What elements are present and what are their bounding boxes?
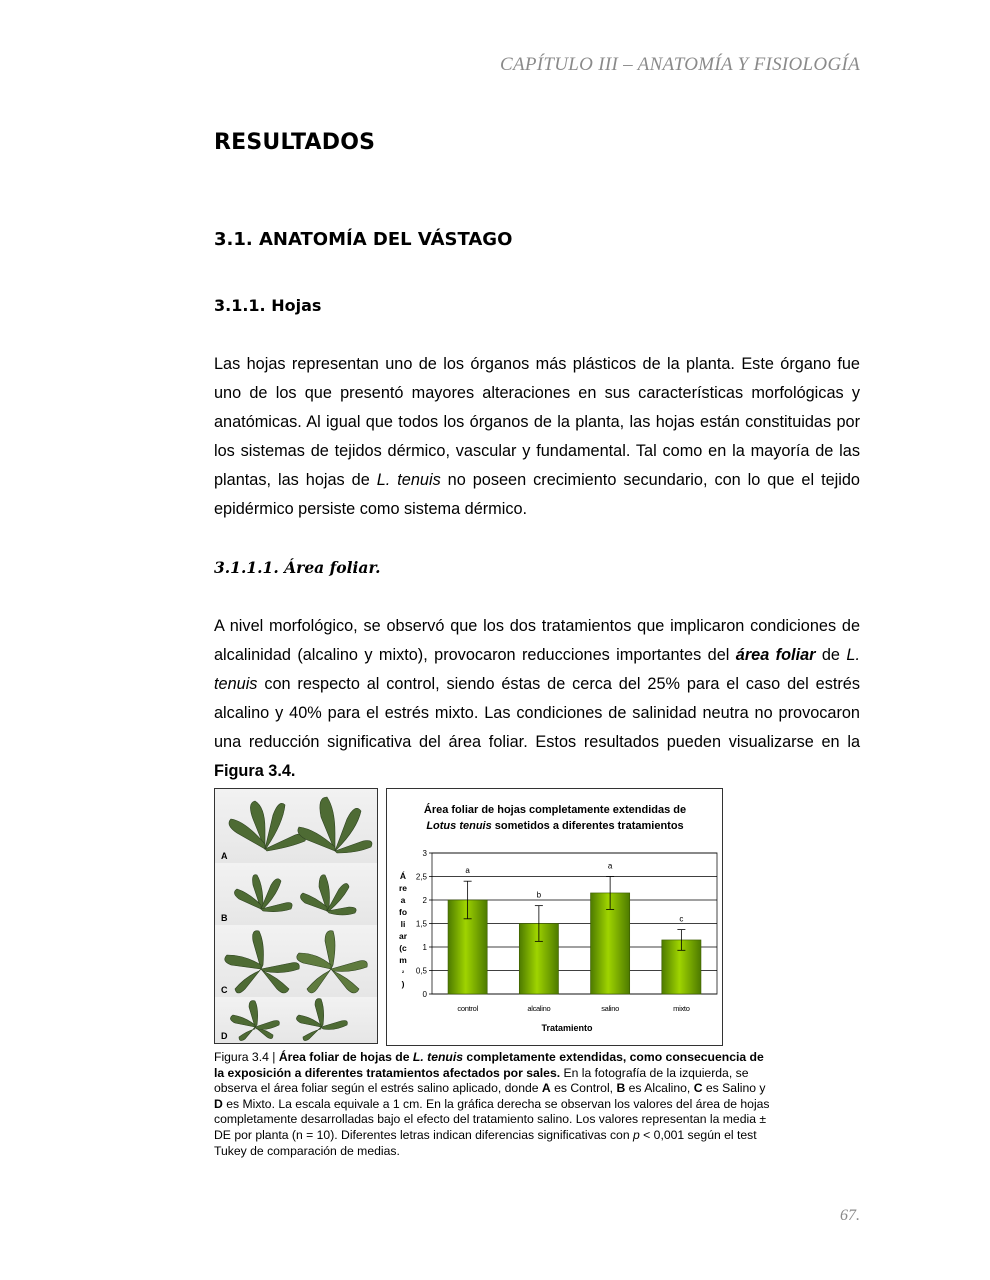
y-axis-label-char: ² [402, 971, 404, 977]
section-heading: 3.1. ANATOMÍA DEL VÁSTAGO [214, 229, 513, 250]
photo-panel-label: B [221, 913, 228, 923]
x-axis-label: Tratamiento [541, 1023, 593, 1033]
leaf-cluster-image [215, 789, 377, 863]
y-axis-label-char: (c [399, 943, 407, 953]
photo-panel-label: D [221, 1031, 228, 1041]
y-tick-label: 2,5 [415, 872, 427, 882]
chart-title-line1: Área foliar de hojas completamente extendidas de [423, 804, 687, 816]
y-axis-label-char: m [399, 955, 407, 965]
photo-panel-label: C [221, 985, 228, 995]
y-axis-label-char: ) [401, 979, 405, 989]
significance-letter: a [465, 866, 470, 876]
plot-area [399, 849, 717, 1013]
significance-letter: c [679, 914, 684, 924]
y-tick-label: 3 [422, 849, 427, 858]
paragraph-leaf-area: A nivel morfológico, se observó que los dos tratamientos que implicaron condiciones de alcalinidad (alcalino y mixto), provocaron reducciones importantes del área foliar de L. tenuis con respecto al control, siendo éstas de cerca del 25% para el caso del estrés alcalino y 40% para el estrés mixto. Las condiciones de salinidad neutra no provocaron una reducción significativa del área foliar. Estos resultados pueden visualizarse en la Figura 3.4. [214, 617, 860, 780]
leaf-area-chart [386, 788, 723, 1046]
bar-chart-svg [387, 789, 722, 1045]
photo-panel-label: A [221, 851, 228, 861]
leaf-cluster-image [215, 925, 377, 997]
y-axis-label-char: a [400, 895, 406, 905]
leaf-cluster-image [215, 997, 377, 1043]
chart-title-line2: Lotus tenuis sometidos a diferentes tratamientos [426, 820, 684, 832]
running-head: CAPÍTULO III – ANATOMÍA Y FISIOLOGÍA [499, 54, 860, 75]
x-tick-label: mixto [673, 1004, 690, 1013]
y-tick-label: 0,5 [415, 966, 427, 976]
photo-panel-b [215, 863, 377, 926]
x-tick-label: salino [601, 1004, 620, 1013]
y-axis-label-char: fo [398, 907, 408, 917]
subsection-heading: 3.1.1. Hojas [214, 296, 322, 315]
y-tick-label: 2 [422, 896, 427, 905]
page-heading: RESULTADOS [214, 130, 376, 155]
leaf-cluster-image [215, 863, 377, 925]
y-axis-label-char: re [398, 883, 408, 893]
figure-reference: Figura 3.4. [214, 762, 296, 780]
y-axis-label-char: Á [399, 871, 407, 881]
x-tick-label: alcalino [527, 1004, 551, 1013]
species-name: L. tenuis [214, 646, 860, 693]
figure-caption: Figura 3.4 | Área foliar de hojas de L. tenuis completamente extendidas, como consecuencia de la exposición a diferentes tratamientos afectados por sales. En la fotografía de la izquierda, se observa el área foliar según el estrés salino aplicado, donde A es Control, B es Alcalino, C es Salino y D es Mixto. La escala equivale a 1 cm. En la gráfica derecha se observan los valores del área de hojas completamente desarrolladas bajo el efecto del tratamiento salino. Los valores representan la media ± DE por planta (n = 10). Diferentes letras indican diferencias significativas con p < 0,001 según el test Tukey de comparación de medias. [214, 1050, 770, 1158]
y-tick-label: 1 [422, 943, 427, 952]
y-axis-label-char: li [400, 919, 406, 929]
page-number: 67. [840, 1207, 860, 1224]
significance-letter: b [536, 890, 542, 900]
photo-panel-a [215, 789, 377, 864]
x-tick-label: control [457, 1004, 478, 1013]
y-tick-label: 1,5 [415, 919, 427, 929]
species-name: L. tenuis [376, 471, 441, 489]
leaf-photo-figure [214, 788, 378, 1044]
y-axis-label-char: ar [398, 931, 408, 941]
photo-panel-d [215, 997, 377, 1043]
y-tick-label: 0 [422, 990, 427, 999]
significance-letter: a [607, 861, 613, 871]
paragraph-leaves: Las hojas representan uno de los órganos más plásticos de la planta. Este órgano fue uno de los que presentó mayores alteraciones en sus características morfológicas y anatómicas. Al igual que todos los órganos de la planta, las hojas están constituidas por los sistemas de tejidos dérmico, vascular y fundamental. Tal como en la mayoría de las plantas, las hojas de L. tenuis no poseen crecimiento secundario, con lo que el tejido epidérmico persiste como sistema dérmico. [214, 355, 860, 518]
emphasis-term: área foliar [735, 646, 816, 664]
subsubsection-heading: 3.1.1.1. Área foliar. [214, 558, 381, 577]
photo-panel-c [215, 925, 377, 998]
